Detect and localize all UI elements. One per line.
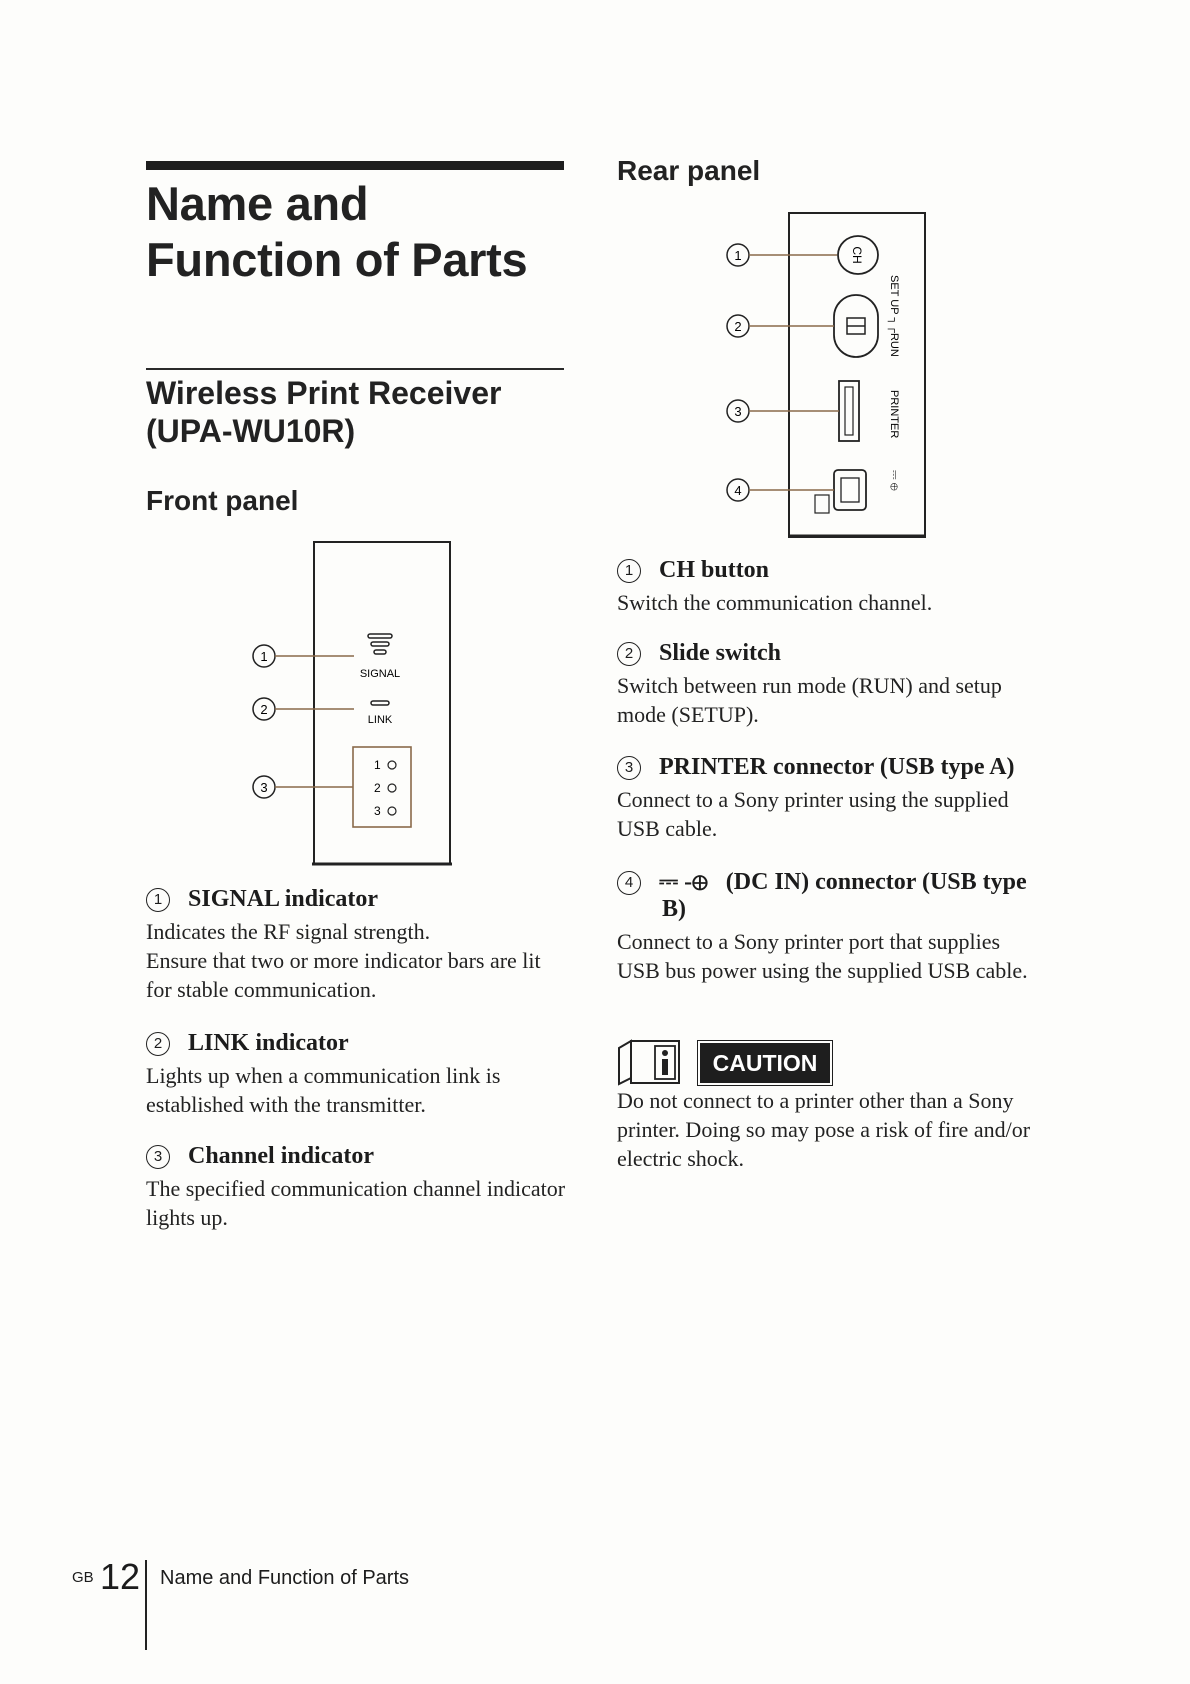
footer-page-number: 12 — [100, 1556, 141, 1597]
rear-item-printer-connector — [617, 754, 1047, 843]
channel-3-label: 3 — [374, 804, 381, 818]
subtitle-rule — [146, 368, 564, 370]
front-item-link-head — [146, 1030, 566, 1057]
section-subtitle: Wireless Print Receiver (UPA-WU10R) — [146, 375, 502, 449]
item-number: 2 — [617, 642, 641, 666]
rear-callout-2: 2 — [734, 319, 742, 334]
item-title: (DC IN) connector (USB type — [725, 869, 1027, 895]
front-callout-2: 2 — [260, 702, 268, 717]
dc-in-label: ⎓ ⊕ — [888, 470, 902, 491]
item-number: 1 — [146, 888, 170, 912]
footer-section: Name and Function of Parts — [160, 1567, 410, 1589]
rear-callout-1: 1 — [734, 248, 742, 263]
rear-item-printer-head — [617, 754, 1047, 781]
item-description: Lights up when a communication link is established with the transmitter. — [146, 1063, 501, 1117]
signal-label: SIGNAL — [359, 668, 401, 680]
rear-panel-heading: Rear panel — [617, 155, 761, 186]
rear-callout-4: 4 — [734, 483, 742, 498]
front-item-signal — [146, 886, 566, 1004]
item-description: Switch between run mode (RUN) and setup mode (SETUP). — [617, 673, 1002, 727]
item-number: 3 — [146, 1145, 170, 1169]
item-description: The specified communication channel indicator lights up. — [146, 1176, 566, 1230]
channel-2-label: 2 — [374, 781, 381, 795]
item-description: Connect to a Sony printer port that supplies USB bus power using the supplied USB cable. — [617, 929, 1028, 983]
dc-in-symbol: ⎓ -⊕ — [659, 869, 708, 895]
item-title: SIGNAL indicator — [188, 886, 379, 912]
item-number: 4 — [617, 871, 641, 895]
rear-item-slide-head — [617, 640, 1047, 667]
front-item-signal-head — [146, 886, 566, 913]
front-panel-diagram — [240, 535, 480, 870]
item-number: 3 — [617, 756, 641, 780]
front-callout-3: 3 — [260, 780, 268, 795]
caution-text: Do not connect to a printer other than a Sony printer. Doing so may pose a risk of fire and/or electric shock. — [617, 1088, 1031, 1171]
item-title-continued: B) — [662, 896, 686, 922]
footer-region: GB — [72, 1569, 94, 1586]
rear-item-dcin-head — [617, 869, 1047, 896]
item-title: CH button — [659, 557, 770, 583]
title-rule — [146, 161, 564, 170]
front-panel-heading: Front panel — [146, 485, 299, 516]
item-description: Indicates the RF signal strength. Ensure that two or more indicator bars are lit for stable communication. — [146, 919, 541, 1002]
front-item-channel-head — [146, 1143, 566, 1170]
item-title: LINK indicator — [188, 1030, 349, 1056]
front-item-link — [146, 1030, 566, 1119]
caution-badge: CAUTION — [700, 1043, 830, 1083]
item-number: 1 — [617, 559, 641, 583]
item-title: PRINTER connector (USB type A) — [659, 754, 1015, 780]
item-description: Switch the communication channel. — [617, 590, 933, 615]
rear-item-ch-button — [617, 557, 1047, 617]
rear-callout-3: 3 — [734, 404, 742, 419]
info-book-icon — [617, 1038, 681, 1086]
rear-item-dcin-head-cont — [617, 896, 1047, 923]
link-label: LINK — [367, 714, 393, 726]
printer-label: PRINTER — [888, 390, 900, 439]
setup-run-label: SET UP ┐┌RUN — [888, 275, 900, 357]
item-description: Connect to a Sony printer using the supplied USB cable. — [617, 787, 1009, 841]
rear-item-slide-switch — [617, 640, 1047, 729]
footer-divider — [145, 1560, 147, 1650]
item-title: Channel indicator — [188, 1143, 375, 1169]
ch-button-label: CH — [850, 246, 864, 264]
front-item-channel — [146, 1143, 566, 1232]
channel-1-label: 1 — [374, 758, 381, 772]
rear-panel-diagram — [715, 205, 935, 540]
rear-item-dc-in-connector — [617, 869, 1047, 985]
page-title: Name and Function of Parts — [146, 177, 528, 286]
item-title: Slide switch — [659, 640, 782, 666]
item-number: 2 — [146, 1032, 170, 1056]
rear-item-ch-head — [617, 557, 1047, 584]
front-callout-1: 1 — [260, 649, 268, 664]
